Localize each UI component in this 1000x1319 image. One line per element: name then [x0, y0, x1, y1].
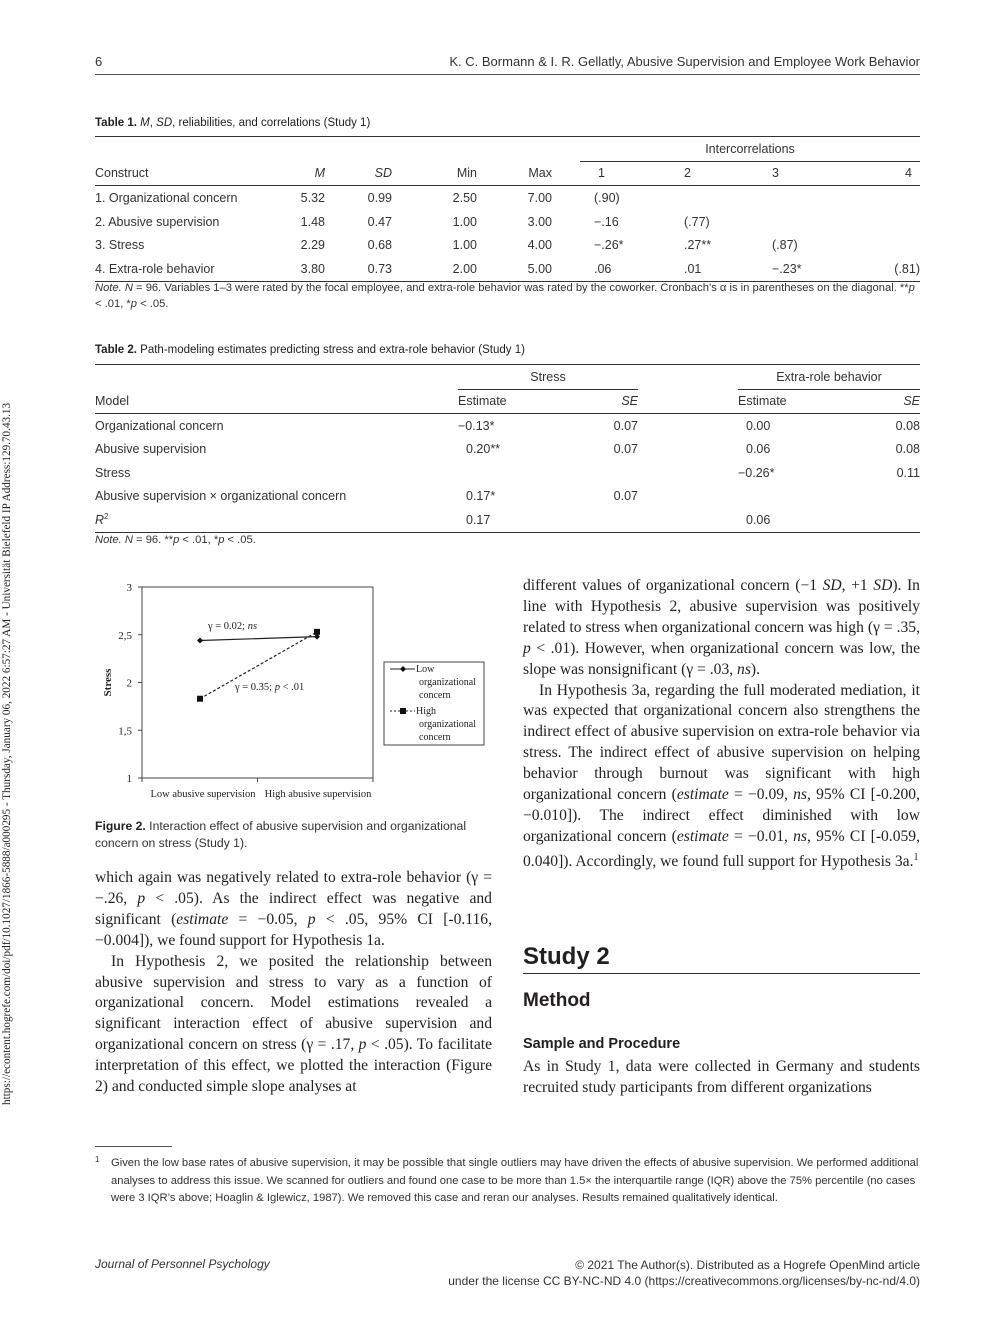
y-tick-label: 3	[126, 582, 132, 594]
license	[448, 1257, 920, 1289]
table1-cell: 1.48	[300, 214, 325, 229]
footnote-rule	[95, 1146, 172, 1147]
table2-cell: 0.20**	[466, 442, 501, 457]
table1-cell: 1.00	[452, 214, 477, 229]
legend-label: High	[416, 706, 436, 717]
x-tick-label: Low abusive supervision	[150, 789, 256, 800]
table1-cell: 3.80	[300, 261, 325, 276]
table2-caption-text: Path-modeling estimates predicting stress and extra-role behavior (Study 1)	[136, 344, 525, 356]
predictor-name: Organizational concern	[95, 418, 224, 433]
table2-row	[95, 414, 920, 438]
construct-name: 1. Organizational concern	[95, 190, 238, 205]
col-sd: SD	[374, 166, 392, 181]
y-axis-label: Stress	[102, 668, 114, 697]
figure2-chart	[95, 570, 495, 805]
table2-note: Note. N = 96. **p < .01, *p < .05.	[95, 534, 256, 546]
table2-cell: 0.06	[746, 512, 771, 527]
x-tick-label: High abusive supervision	[264, 789, 372, 800]
table1-cell: (.81)	[894, 261, 920, 276]
table2-cell: 0.17	[466, 512, 491, 527]
table2-cell: 0.17*	[466, 489, 496, 504]
table2-cell: 0.08	[895, 418, 920, 433]
table1-cell: .01	[684, 261, 702, 276]
table1	[95, 136, 920, 282]
table2-cell	[830, 485, 920, 509]
table2-cell	[638, 438, 738, 462]
table2-cell: −0.13*	[458, 418, 495, 433]
table1-cell: 0.68	[367, 238, 392, 253]
table1-note: Note. N = 96. Variables 1–3 were rated by the focal employee, and extra-role behavior was rated by the coworker. Cronbach’s α is in parentheses on the diagonal. **p < .01, *p < .05.	[95, 282, 915, 310]
sample-procedure-heading: Sample and Procedure	[523, 1036, 681, 1052]
slope-annotation: γ = 0.35; p < .01	[235, 682, 305, 693]
col-stress-estimate: Estimate	[458, 394, 507, 409]
figure2-caption-text: Interaction effect of abusive supervision and organizational concern on stress (Study 1).	[95, 819, 467, 850]
table2-cell	[638, 508, 738, 532]
study2-heading: Study 2	[523, 943, 920, 974]
license-line-1: © 2021 The Author(s). Distributed as a Hogrefe OpenMind article	[575, 1258, 920, 1272]
data-point-diamond	[197, 637, 203, 643]
construct-name: 4. Extra-role behavior	[95, 261, 215, 276]
construct-name: 3. Stress	[95, 238, 145, 253]
table2-cell	[548, 508, 638, 532]
slope-annotation: γ = 0.02; ns	[208, 621, 258, 632]
table1-label: Table 1.	[95, 117, 137, 129]
predictor-name: Abusive supervision × organizational concern	[95, 489, 347, 504]
table1-cell: 5.00	[527, 261, 552, 276]
col-model: Model	[95, 394, 130, 408]
download-stamp: https://econtent.hogrefe.com/doi/pdf/10.1027/1866-5888/a000295 - Thursday, January 06, 2022 6:57:27 AM - Universität Bielefeld IP Address:129.70.43.13	[1, 402, 13, 1105]
table1-header-row	[95, 161, 920, 186]
footnote-text: Given the low base rates of abusive supervision, it may be possible that single outliers may have driven the effects of abusive supervision. We performed additional analyses to address this issue. We scanned for outliers and found one case to be more than 1.5× the interquartile range (IQR) above the 75% percentile (no cases were 3 IQR’s above; Hoaglin & Iglewicz, 1987). We removed this case and reran our analyses. Results remained qualitatively identical.	[111, 1157, 919, 1205]
table1-cell: −.16	[594, 214, 619, 229]
legend-label: organizational	[419, 677, 477, 688]
table1-cell	[850, 210, 920, 234]
table2-cell: 0.07	[613, 442, 638, 457]
table2-cell	[548, 461, 638, 485]
page-number: 6	[95, 54, 103, 69]
table2-row	[95, 461, 920, 485]
table2-cell	[638, 414, 738, 438]
left-paragraph-1: which again was negatively related to extra-role behavior (γ = −.26, p < .05). As the indirect effect was negative and significant (estimate = −0.05, p < .05, 95% CI [-0.116, −0.004]), we found support for Hypothesis 1a.	[95, 869, 492, 949]
footnote-ref[interactable]: 1	[913, 851, 919, 863]
table2-cell	[638, 485, 738, 509]
left-paragraph-2: In Hypothesis 2, we posited the relationship between abusive supervision and stress to vary as a function of organizational concern. Model estimations revealed a significant interaction effect of abusive supervision and organizational concern on stress (γ = .17, p < .05). To facilitate interpretation of this effect, we plotted the interaction (Figure 2) and conducted simple slope analyses at	[95, 952, 492, 1096]
right-column	[523, 576, 920, 873]
table1-cell: (.87)	[772, 238, 798, 253]
right-paragraph-1: different values of organizational concern (−1 SD, +1 SD). In line with Hypothesis 2, abusive supervision was positively related to stress when organizational concern was high (γ = .35, p < .01). However, when organizational concern was low, the slope was nonsignificant (γ = .03, ns).	[523, 577, 920, 678]
table2-cell	[458, 461, 548, 485]
data-point-square	[197, 696, 203, 702]
table1-cell: .06	[594, 261, 612, 276]
col-max: Max	[528, 166, 552, 181]
footnote	[95, 1155, 920, 1208]
left-column	[95, 868, 492, 1098]
table1-cell	[670, 186, 760, 210]
col-min: Min	[456, 166, 477, 181]
figure2-caption	[95, 818, 495, 852]
predictor-name: Abusive supervision	[95, 442, 207, 457]
table1-cell: −.23*	[772, 261, 802, 276]
table1-row	[95, 210, 920, 234]
col-1: 1	[598, 166, 605, 181]
col-stress-se: SE	[621, 394, 638, 409]
table1-cell: 2.00	[452, 261, 477, 276]
table1-cell	[760, 210, 850, 234]
figure2-label: Figure 2.	[95, 819, 146, 833]
table2-cell	[738, 485, 830, 509]
table1-row	[95, 257, 920, 281]
intercorrelations-header: Intercorrelations	[580, 137, 920, 162]
table1-cell: 2.50	[452, 190, 477, 205]
right-paragraph-2: In Hypothesis 3a, regarding the full moderated mediation, it was expected that organizational concern also strengthens the indirect effect of abusive supervision on extra-role behavior via stress. The indirect effect of abusive supervision on helping behavior through burnout was significant with high organizational concern (estimate = −0.09, ns, 95% CI [-0.200, −0.010]). The indirect effect diminished with low organizational concern (estimate = −0.01, ns, 95% CI [-0.059, 0.040]). Accordingly, we found full support for Hypothesis 3a.$^1$	[523, 681, 920, 870]
table1-cell: 3.00	[527, 214, 552, 229]
table2-header-row	[95, 389, 920, 414]
table2-row	[95, 508, 920, 532]
table2-cell: 0.08	[895, 442, 920, 457]
running-title: K. C. Bormann & I. R. Gellatly, Abusive Supervision and Employee Work Behavior	[449, 54, 920, 69]
col-construct: Construct	[95, 166, 149, 181]
table1-cell: .27**	[684, 238, 712, 253]
table1-cell: 7.00	[527, 190, 552, 205]
legend-label: concern	[419, 690, 451, 701]
table2-cell: 0.06	[746, 442, 771, 457]
y-tick-label: 1,5	[118, 725, 132, 738]
legend-label: concern	[419, 732, 451, 743]
y-tick-label: 1	[126, 773, 132, 785]
table1-cell: (.90)	[594, 190, 620, 205]
running-head	[95, 54, 920, 75]
table2-cell: 0.00	[746, 418, 771, 433]
construct-name: 2. Abusive supervision	[95, 214, 220, 229]
table2-row	[95, 485, 920, 509]
table1-cell	[760, 186, 850, 210]
series-line-low	[200, 637, 317, 641]
table1-caption-text: M, SD, reliabilities, and correlations (Study 1)	[140, 117, 371, 129]
table1-cell: 4.00	[527, 238, 552, 253]
col-2: 2	[684, 166, 691, 181]
table1-cell: 0.47	[367, 214, 392, 229]
table1-cell: 0.73	[367, 261, 392, 276]
table2-label: Table 2.	[95, 344, 137, 356]
legend-label: Low	[416, 664, 435, 675]
table2-cell	[830, 508, 920, 532]
table1-cell: 2.29	[300, 238, 325, 253]
table2-caption	[95, 344, 525, 356]
col-3: 3	[772, 166, 779, 181]
col-4: 4	[905, 166, 912, 181]
predictor-name: Stress	[95, 465, 131, 480]
table1-cell: (.77)	[684, 214, 710, 229]
table2	[95, 364, 920, 533]
data-point-square	[314, 629, 320, 635]
stress-group-header: Stress	[458, 365, 638, 390]
table1-cell: 0.99	[367, 190, 392, 205]
table1-cell: 1.00	[452, 238, 477, 253]
table2-row	[95, 438, 920, 462]
table1-cell	[850, 186, 920, 210]
journal-name: Journal of Personnel Psychology	[95, 1257, 270, 1271]
table2-cell: 0.07	[613, 418, 638, 433]
col-m: M	[314, 166, 325, 181]
extrarole-group-header: Extra-role behavior	[738, 365, 920, 390]
right-paragraph-3: As in Study 1, data were collected in Germany and students recruited study participants from different organizations	[523, 1058, 920, 1096]
license-line-2: under the license CC BY-NC-ND 4.0 (https://creativecommons.org/licenses/by-nc-nd/4.0)	[448, 1274, 920, 1288]
table2-cell: 0.07	[613, 489, 638, 504]
y-tick-label: 2,5	[118, 629, 132, 642]
table1-caption	[95, 117, 370, 129]
table1-row	[95, 233, 920, 257]
legend-marker-square	[400, 708, 406, 714]
predictor-name: $R^2$	[95, 512, 109, 528]
legend-label: organizational	[419, 719, 477, 730]
table1-row	[95, 186, 920, 210]
footnote-marker: 1	[95, 1155, 100, 1164]
table1-cell: 5.32	[300, 190, 325, 205]
table1-cell	[850, 233, 920, 257]
method-heading: Method	[523, 990, 591, 1011]
col-erb-se: SE	[903, 394, 920, 409]
y-tick-label: 2	[126, 677, 132, 690]
col-erb-estimate: Estimate	[738, 394, 787, 409]
table2-cell: 0.11	[896, 465, 920, 480]
table2-cell	[638, 461, 738, 485]
table2-cell: −0.26*	[738, 465, 775, 480]
table1-cell: −.26*	[594, 238, 624, 253]
